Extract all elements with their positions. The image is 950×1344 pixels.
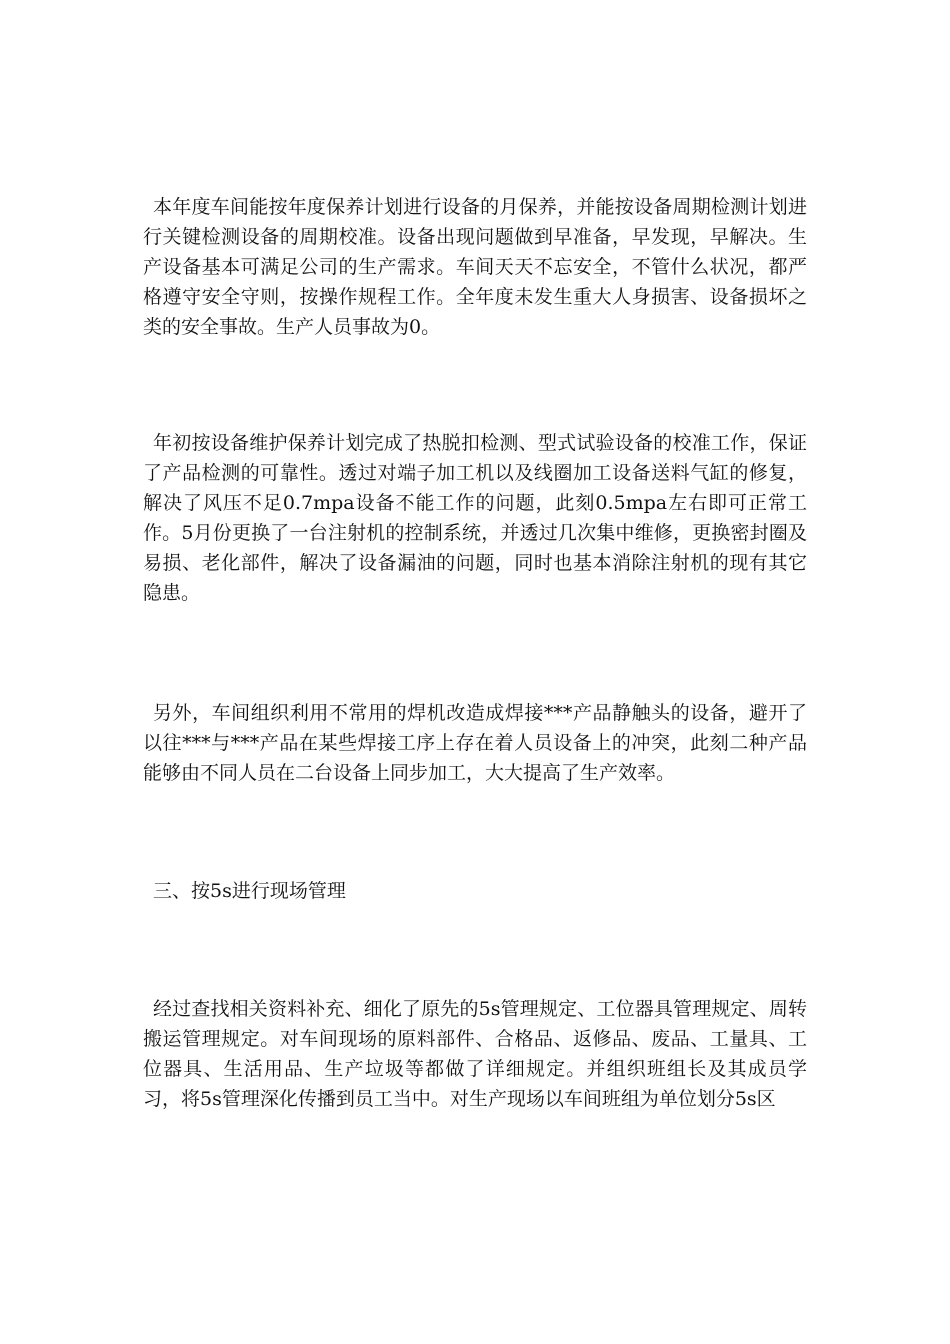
section-heading-5s: 三、按5s进行现场管理 <box>153 880 346 902</box>
document-body <box>143 192 807 1114</box>
paragraph-welding-improvement: 另外，车间组织利用不常用的焊机改造成焊接***产品静触头的设备，避开了以往***与***产品在某些焊接工序上存在着人员设备上的冲突，此刻二种产品能够由不同人员在二台设备上同步加工，大大提高了生产效率。 <box>143 702 807 784</box>
paragraph-equipment-maintenance: 本年度车间能按年度保养计划进行设备的月保养，并能按设备周期检测计划进行关键检测设备的周期校准。设备出现问题做到早准备，早发现，早解决。生产设备基本可满足公司的生产需求。车间天天不忘安全，不管什么状况，都严格遵守安全守则，按操作规程工作。全年度未发生重大人身损害、设备损坏之类的安全事故。生产人员事故为0。 <box>143 196 807 338</box>
paragraph-5s-management: 经过查找相关资料补充、细化了原先的5s管理规定、工位器具管理规定、周转搬运管理规定。对车间现场的原料部件、合格品、返修品、废品、工量具、工位器具、生活用品、生产垃圾等都做了详细规定。并组织班组长及其成员学习，将5s管理深化传播到员工当中。对生产现场以车间班组为单位划分5s区 <box>143 998 807 1110</box>
paragraph-calibration-repair: 年初按设备维护保养计划完成了热脱扣检测、型式试验设备的校准工作，保证了产品检测的可靠性。透过对端子加工机以及线圈加工设备送料气缸的修复，解决了风压不足0.7mpa设备不能工作的问题，此刻0.5mpa左右即可正常工作。5月份更换了一台注射机的控制系统，并透过几次集中维修，更换密封圈及易损、老化部件，解决了设备漏油的问题，同时也基本消除注射机的现有其它隐患。 <box>143 432 807 604</box>
